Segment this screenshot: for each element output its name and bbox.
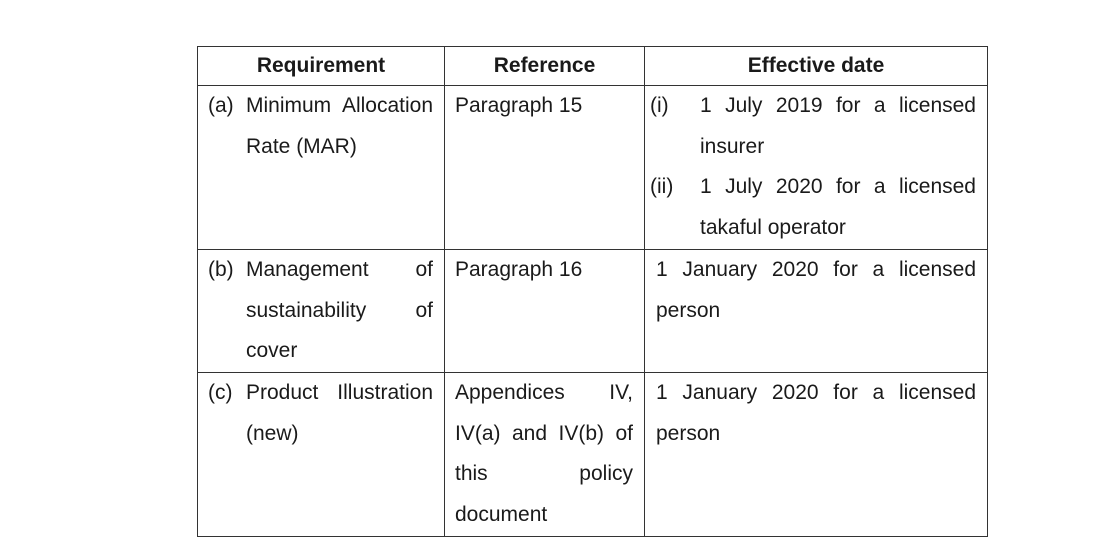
requirement-cell bbox=[198, 372, 445, 536]
table-row bbox=[198, 86, 988, 250]
effective-date-item bbox=[650, 167, 976, 248]
reference-text: Appendices IV, IV(a) and IV(b) of this policy document bbox=[455, 380, 633, 527]
item-text: 1 July 2020 for a licensed takaful operator bbox=[700, 175, 976, 240]
reference-text: Paragraph 16 bbox=[455, 257, 583, 281]
effective-date-item bbox=[650, 86, 976, 167]
effective-date-text: 1 January 2020 for a licensed person bbox=[656, 257, 976, 322]
table-row bbox=[198, 249, 988, 372]
requirement-text: Management of sustainability of cover bbox=[246, 257, 433, 363]
header-effective-date: Effective date bbox=[645, 47, 988, 86]
effective-date-cell bbox=[645, 86, 988, 250]
effective-date-cell bbox=[645, 372, 988, 536]
reference-cell bbox=[445, 249, 645, 372]
item-text: 1 July 2019 for a licensed insurer bbox=[700, 94, 976, 158]
reference-text: Paragraph 15 bbox=[455, 94, 583, 117]
reference-cell bbox=[445, 372, 645, 536]
item-marker: (ii) bbox=[650, 175, 674, 199]
effective-dates-table bbox=[197, 46, 988, 537]
header-requirement: Requirement bbox=[198, 47, 445, 86]
header-reference: Reference bbox=[445, 47, 645, 86]
requirement-cell bbox=[198, 249, 445, 372]
requirement-text: Minimum Allocation Rate (MAR) bbox=[246, 94, 433, 158]
row-marker: (b) bbox=[208, 257, 234, 281]
reference-cell bbox=[445, 86, 645, 250]
table-row bbox=[198, 372, 988, 536]
requirement-cell bbox=[198, 86, 445, 250]
table-header-row bbox=[198, 47, 988, 86]
requirement-text: Product Illustration (new) bbox=[246, 380, 433, 445]
item-marker: (i) bbox=[650, 94, 669, 117]
row-marker: (a) bbox=[208, 94, 234, 117]
row-marker: (c) bbox=[208, 380, 233, 404]
effective-date-text: 1 January 2020 for a licensed person bbox=[656, 380, 976, 445]
effective-date-cell bbox=[645, 249, 988, 372]
